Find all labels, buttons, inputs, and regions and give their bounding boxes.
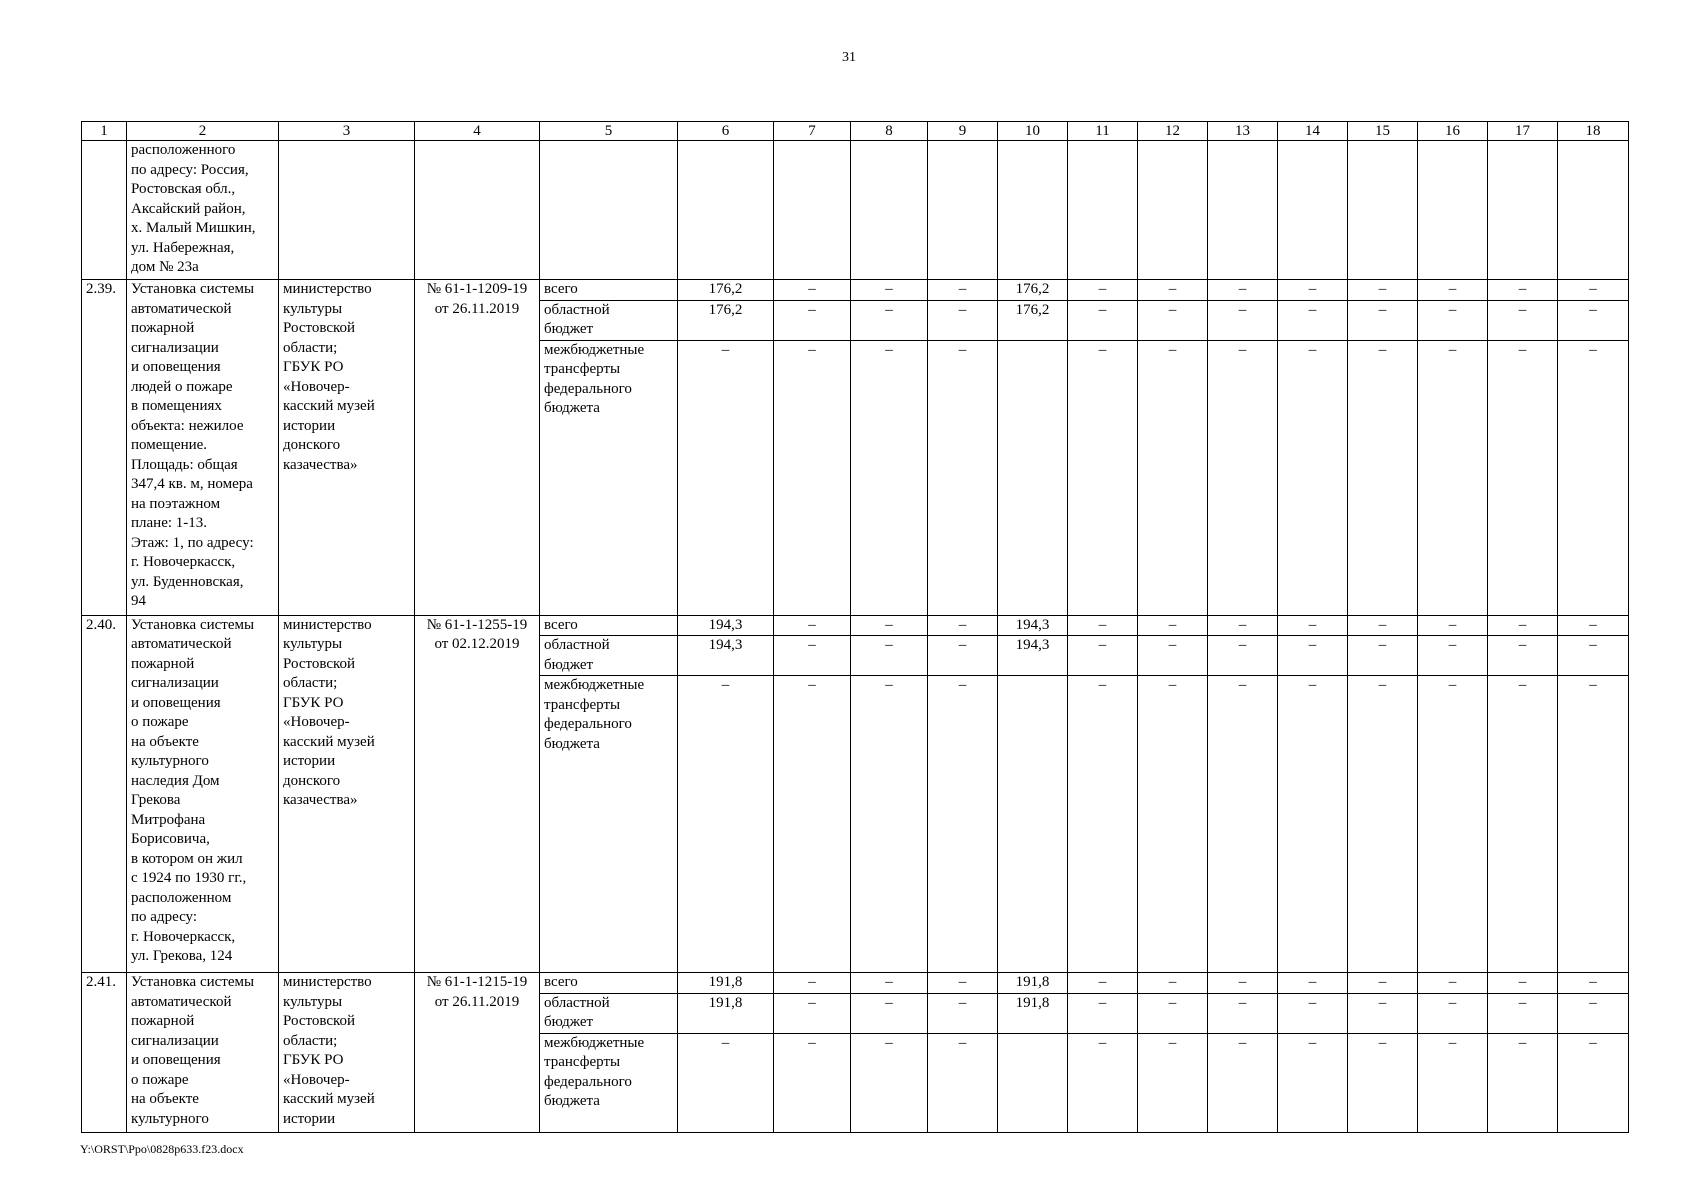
object-name-line: ул. Набережная, [131,239,235,256]
value-cell: – [1068,676,1138,973]
value-cell: – [851,676,928,973]
table-row [82,615,1629,636]
value-cell: – [1278,636,1348,676]
object-name-line: в котором он жил [131,850,243,867]
object-name-line: Этаж: 1, по адресу: [131,534,254,551]
value-cell: – [1138,973,1208,994]
object-name-line: расположенного [131,142,236,158]
value-cell: – [774,636,851,676]
column-number-header: 2 [127,122,279,141]
column-number-header: 14 [1278,122,1348,141]
document-line: № 61-1-1209-19 [426,281,528,297]
value-cell: – [1348,340,1418,615]
value-cell: – [1558,676,1629,973]
value-cell: – [1208,993,1278,1033]
object-name-line: ул. Буденновская, [131,573,244,590]
table-row [82,973,1629,994]
value-cell: 194,3 [998,615,1068,636]
object-name-line: помещение. [131,437,208,453]
value-cell: – [1558,340,1629,615]
column-number-header: 9 [928,122,998,141]
executor-line: культуры [283,993,343,1010]
value-cell: – [1138,340,1208,615]
funding-source-line: межбюджетные [544,677,645,693]
empty-cell [540,141,678,280]
object-name-line: ул. Грекова, 124 [131,948,233,964]
column-number-header: 11 [1068,122,1138,141]
funding-source-line: федерального [544,380,632,397]
value-cell: – [774,676,851,973]
value-cell: – [928,636,998,676]
value-cell: – [1278,340,1348,615]
value-cell: – [1488,1033,1558,1132]
object-name-line: о пожаре [131,714,189,730]
value-cell: – [1278,973,1348,994]
funding-source-line: областной [544,637,610,653]
value-cell: 194,3 [678,615,774,636]
value-cell: – [1418,280,1488,301]
object-name-line: 94 [131,593,146,609]
document-line: № 61-1-1215-19 [426,974,528,990]
object-name-line: пожарной [131,1013,195,1029]
funding-source-line: всего [544,974,578,990]
empty-cell [1348,141,1418,280]
value-cell: 194,3 [678,636,774,676]
value-cell: – [774,615,851,636]
value-cell: – [1418,300,1488,340]
value-cell: – [1348,1033,1418,1132]
value-cell: – [678,676,774,973]
document-line: от 26.11.2019 [434,300,520,317]
file-path-footer: Y:\ORST\Ppo\0828p633.f23.docx [80,1142,244,1156]
value-cell: – [1208,676,1278,973]
executor-line: истории [283,417,336,434]
value-cell: – [1138,1033,1208,1132]
object-name-line: Грекова [131,792,181,808]
funding-source-line: трансферты [544,696,621,713]
executor-cell [279,973,415,1133]
object-name-line: Установка системы [131,616,255,633]
value-cell: – [1488,300,1558,340]
object-name-line: Установка системы [131,974,255,990]
value-cell: – [678,1033,774,1132]
value-cell: – [1138,300,1208,340]
executor-line: Ростовской [283,1013,356,1029]
object-name-line: автоматической [131,300,232,317]
object-name-line: по адресу: Россия, [131,161,249,178]
executor-line: ГБУК РО [283,1052,344,1068]
object-name-cell [127,615,279,973]
executor-line: области; [283,1032,338,1049]
empty-cell [678,141,774,280]
funding-source-cell [540,993,678,1033]
object-name-line: х. Малый Мишкин, [131,220,256,236]
budget-table [81,121,1629,1133]
value-cell: – [928,300,998,340]
object-name-line: на поэтажном [131,495,221,512]
value-cell: – [1278,615,1348,636]
funding-source-line: бюджета [544,400,600,416]
value-cell: – [1418,636,1488,676]
value-cell: – [1208,973,1278,994]
empty-cell [774,141,851,280]
value-cell: – [1138,280,1208,301]
object-name-cell [127,280,279,616]
row-number-cell: 2.40. [82,615,127,973]
executor-line: ГБУК РО [283,359,344,375]
value-cell: 191,8 [678,993,774,1033]
funding-source-line: трансферты [544,1054,621,1070]
object-name-line: автоматической [131,636,232,652]
value-cell: – [774,300,851,340]
empty-cell [851,141,928,280]
funding-source-line: всего [544,616,578,633]
value-cell: – [1068,300,1138,340]
value-cell: – [1348,676,1418,973]
executor-line: касский музей [283,398,375,414]
value-cell: – [1488,615,1558,636]
value-cell: – [1068,340,1138,615]
value-cell [998,676,1068,973]
value-cell: – [1208,280,1278,301]
value-cell: – [1068,636,1138,676]
object-name-line: Ростовская обл., [131,181,236,197]
value-cell: 191,8 [678,973,774,994]
funding-source-line: бюджета [544,735,600,752]
value-cell: – [1558,973,1629,994]
column-number-header: 1 [82,122,127,141]
executor-line: области; [283,675,338,691]
value-cell: – [928,676,998,973]
funding-source-line: всего [544,281,578,297]
empty-cell [279,141,415,280]
empty-cell [1068,141,1138,280]
column-number-header: 15 [1348,122,1418,141]
value-cell: – [851,615,928,636]
document-number-cell [415,615,540,973]
table-header-row [82,122,1629,141]
object-name-line: и оповещения [131,694,221,711]
value-cell: – [1348,300,1418,340]
object-name-line: пожарной [131,655,195,672]
column-number-header: 12 [1138,122,1208,141]
object-name-line: о пожаре [131,1071,189,1088]
empty-cell [1488,141,1558,280]
object-name-line: и оповещения [131,1052,221,1068]
object-name-line: Митрофана [131,811,206,828]
object-name-line: расположенном [131,889,232,906]
table-row-continuation [82,141,1629,280]
value-cell: – [1418,1033,1488,1132]
value-cell: – [1558,615,1629,636]
object-name-line: Установка системы [131,281,255,297]
object-name-line: сигнализации [131,339,219,356]
value-cell: – [1138,615,1208,636]
table-row [82,280,1629,301]
value-cell: – [928,280,998,301]
value-cell: – [928,1033,998,1132]
column-number-header: 16 [1418,122,1488,141]
value-cell: 191,8 [998,993,1068,1033]
value-cell: – [1278,300,1348,340]
executor-cell [279,280,415,616]
executor-line: «Новочер- [283,1071,350,1088]
value-cell: – [1068,973,1138,994]
value-cell: – [678,340,774,615]
document-line: от 26.11.2019 [434,993,520,1010]
object-name-line: Площадь: общая [131,456,238,473]
value-cell: – [1418,340,1488,615]
value-cell: – [1558,1033,1629,1132]
funding-source-line: бюджета [544,1093,600,1109]
executor-line: казачества» [283,792,358,808]
column-number-header: 6 [678,122,774,141]
empty-cell [928,141,998,280]
value-cell: – [1278,280,1348,301]
object-name-line: сигнализации [131,1032,219,1049]
value-cell: – [774,973,851,994]
executor-cell [279,615,415,973]
empty-cell [82,141,127,280]
column-number-header: 10 [998,122,1068,141]
funding-source-cell [540,300,678,340]
executor-line: культуры [283,300,343,317]
executor-line: истории [283,753,336,769]
empty-cell [1138,141,1208,280]
object-name-line: в помещениях [131,398,222,414]
value-cell: – [1208,615,1278,636]
object-name-cell [127,141,279,280]
column-number-header: 7 [774,122,851,141]
empty-cell [1278,141,1348,280]
document-line: от 02.12.2019 [434,636,520,652]
value-cell: – [1418,993,1488,1033]
value-cell: – [1278,1033,1348,1132]
executor-line: министерство [283,974,372,990]
funding-source-line: бюджет [544,1014,594,1030]
object-name-line: плане: 1-13. [131,515,208,531]
funding-source-line: межбюджетные [544,1034,645,1051]
executor-line: министерство [283,281,372,297]
object-name-line: по адресу: [131,909,198,925]
value-cell: – [928,340,998,615]
object-name-line: г. Новочеркасск, [131,554,236,570]
funding-source-cell [540,676,678,973]
value-cell: – [774,340,851,615]
funding-source-cell [540,973,678,994]
value-cell: 176,2 [678,280,774,301]
value-cell: – [928,615,998,636]
object-name-line: Аксайский район, [131,200,246,217]
value-cell: – [774,1033,851,1132]
object-name-line: пожарной [131,320,195,336]
value-cell: – [1418,676,1488,973]
column-number-header: 4 [415,122,540,141]
object-name-line: на объекте [131,1091,199,1107]
column-number-header: 5 [540,122,678,141]
value-cell: – [1208,340,1278,615]
page-number: 31 [842,50,856,65]
value-cell: – [1208,636,1278,676]
document-number-cell [415,973,540,1133]
executor-line: ГБУК РО [283,694,344,711]
executor-line: Ростовской [283,655,356,672]
object-name-line: дом № 23а [131,259,199,275]
funding-source-cell [540,636,678,676]
value-cell: – [1348,973,1418,994]
value-cell: – [851,973,928,994]
value-cell: – [1488,993,1558,1033]
document-number-cell [415,280,540,616]
funding-source-cell [540,615,678,636]
value-cell: 176,2 [678,300,774,340]
value-cell: – [851,993,928,1033]
object-name-line: на объекте [131,733,199,750]
value-cell: – [1068,615,1138,636]
value-cell: – [928,993,998,1033]
empty-cell [415,141,540,280]
executor-line: «Новочер- [283,714,350,730]
value-cell: – [1558,636,1629,676]
value-cell: – [1348,280,1418,301]
value-cell [998,1033,1068,1132]
column-number-header: 13 [1208,122,1278,141]
document-line: № 61-1-1255-19 [426,616,528,633]
funding-source-line: бюджет [544,656,594,673]
object-name-line: людей о пожаре [131,378,233,395]
value-cell: – [1488,973,1558,994]
value-cell: – [1488,340,1558,615]
funding-source-line: федерального [544,1073,632,1090]
object-name-line: и оповещения [131,359,221,375]
object-name-line: культурного [131,1110,209,1127]
value-cell: – [851,280,928,301]
value-cell: – [1138,636,1208,676]
row-number-cell: 2.39. [82,280,127,616]
funding-source-line: областной [544,301,610,318]
value-cell: – [851,300,928,340]
value-cell: 176,2 [998,300,1068,340]
row-number-cell: 2.41. [82,973,127,1133]
empty-cell [1208,141,1278,280]
value-cell: – [1348,993,1418,1033]
empty-cell [1558,141,1629,280]
funding-source-line: межбюджетные [544,341,645,358]
value-cell: – [774,280,851,301]
value-cell: – [851,340,928,615]
value-cell: – [774,993,851,1033]
empty-cell [998,141,1068,280]
value-cell: – [1208,1033,1278,1132]
object-name-line: сигнализации [131,675,219,691]
value-cell: – [1348,636,1418,676]
funding-source-line: бюджет [544,321,594,337]
column-number-header: 18 [1558,122,1629,141]
value-cell: – [1278,676,1348,973]
object-name-cell [127,973,279,1133]
column-number-header: 8 [851,122,928,141]
object-name-line: Борисовича, [131,831,210,847]
object-name-line: г. Новочеркасск, [131,928,236,945]
value-cell: 176,2 [998,280,1068,301]
value-cell: – [1068,993,1138,1033]
object-name-line: культурного [131,753,209,769]
value-cell: – [1278,993,1348,1033]
value-cell [998,340,1068,615]
object-name-line: наследия Дом [131,772,220,789]
empty-cell [1418,141,1488,280]
funding-source-cell [540,340,678,615]
value-cell: – [1558,300,1629,340]
executor-line: донского [283,772,341,789]
value-cell: – [1068,280,1138,301]
object-name-line: объекта: нежилое [131,417,244,434]
funding-source-cell [540,1033,678,1132]
executor-line: «Новочер- [283,378,350,395]
column-number-header: 3 [279,122,415,141]
value-cell: – [1068,1033,1138,1132]
value-cell: – [1418,615,1488,636]
value-cell: – [1488,676,1558,973]
executor-line: культуры [283,636,343,652]
funding-source-line: трансферты [544,361,621,377]
value-cell: – [851,1033,928,1132]
value-cell: – [851,636,928,676]
executor-line: донского [283,437,341,453]
value-cell: – [1138,676,1208,973]
object-name-line: 347,4 кв. м, номера [131,476,253,492]
executor-line: министерство [283,616,372,633]
value-cell: – [1488,280,1558,301]
funding-source-cell [540,280,678,301]
value-cell: – [1488,636,1558,676]
funding-source-line: федерального [544,716,632,732]
executor-line: касский музей [283,733,375,750]
funding-source-line: областной [544,994,610,1011]
executor-line: области; [283,339,338,356]
value-cell: – [1208,300,1278,340]
executor-line: касский музей [283,1091,375,1107]
value-cell: – [928,973,998,994]
executor-line: Ростовской [283,320,356,336]
object-name-line: с 1924 по 1930 гг., [131,870,247,886]
value-cell: – [1348,615,1418,636]
value-cell: – [1558,280,1629,301]
executor-line: истории [283,1110,336,1127]
value-cell: – [1558,993,1629,1033]
value-cell: 194,3 [998,636,1068,676]
object-name-line: автоматической [131,993,232,1010]
column-number-header: 17 [1488,122,1558,141]
value-cell: 191,8 [998,973,1068,994]
value-cell: – [1418,973,1488,994]
value-cell: – [1138,993,1208,1033]
executor-line: казачества» [283,456,358,473]
